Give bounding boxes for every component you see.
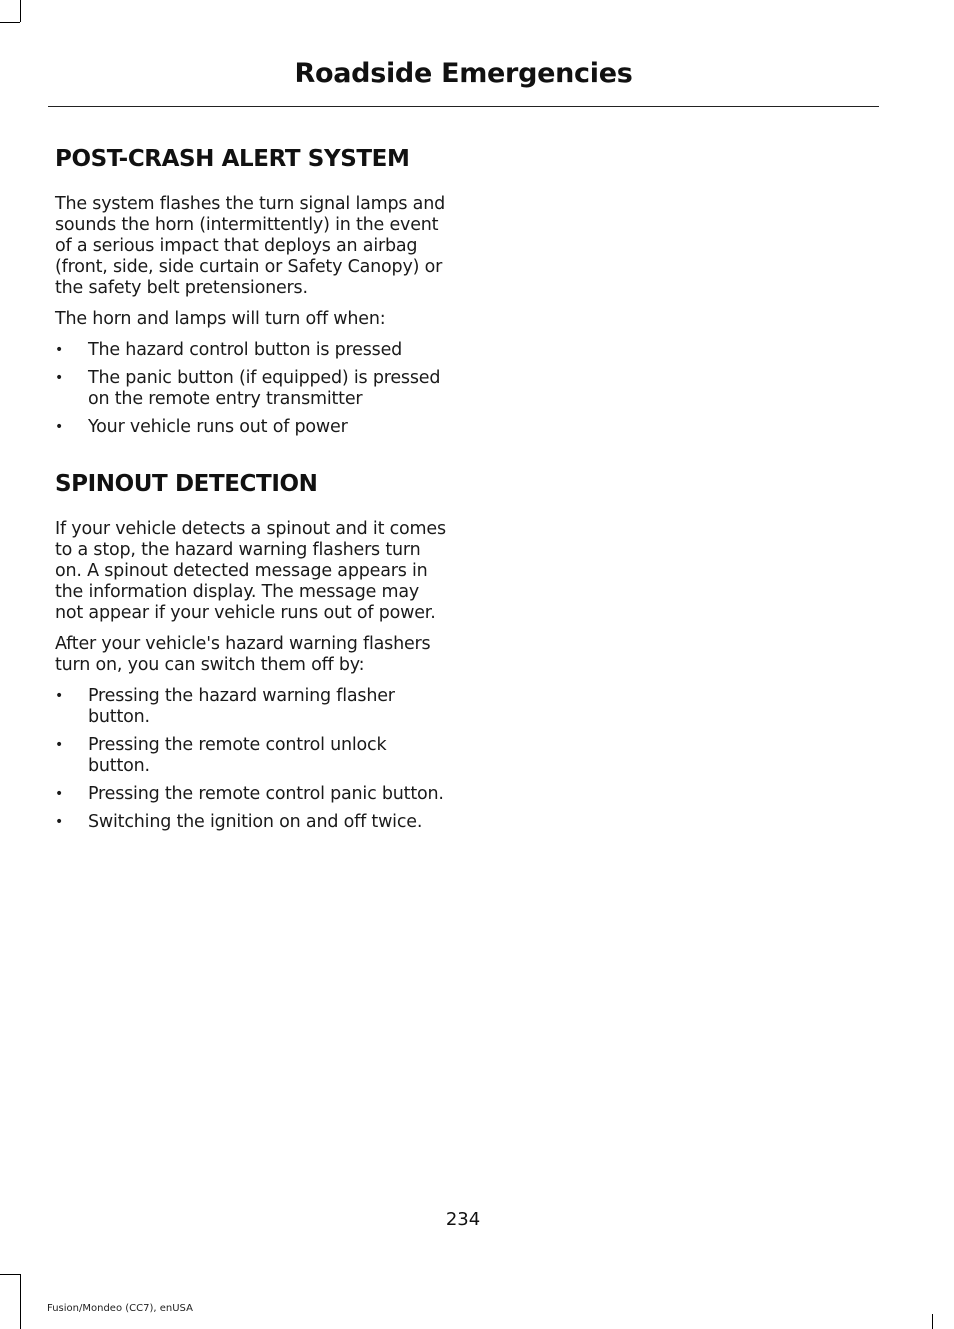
bullet-icon: • (55, 342, 64, 358)
paragraph: The horn and lamps will turn off when: (55, 309, 386, 329)
paragraph: If your vehicle detects a spinout and it comes to a stop, the hazard warning flashers turn on. A spinout detected message appears in the information display. The message may not appear if your vehicle runs out of power. (55, 519, 446, 623)
list-item-text: Switching the ignition on and off twice. (88, 812, 423, 832)
bullet-icon: • (55, 688, 64, 704)
list-item (55, 368, 450, 410)
section-post-crash-alert (55, 146, 450, 438)
bullet-icon: • (55, 814, 64, 830)
list-item-text: The hazard control button is pressed (88, 340, 403, 360)
document-id: Fusion/Mondeo (CC7), enUSA (47, 1303, 193, 1314)
crop-mark (20, 0, 21, 22)
crop-mark (0, 1274, 20, 1275)
section-spinout-detection (55, 471, 450, 833)
list-item-text: Your vehicle runs out of power (88, 417, 348, 437)
paragraph: The system flashes the turn signal lamps and sounds the horn (intermittently) in the event of a serious impact that deploys an airbag (front, side, side curtain or Safety Canopy) or the safety belt pretensioners. (55, 194, 445, 298)
list-item (55, 735, 450, 777)
bullet-icon: • (55, 419, 64, 435)
content-column (55, 146, 450, 840)
list-item (55, 812, 450, 833)
section-heading: SPINOUT DETECTION (55, 471, 318, 497)
list-item-text: Pressing the remote control panic button. (88, 784, 444, 804)
crop-mark (0, 22, 20, 23)
bullet-icon: • (55, 737, 64, 753)
list-item (55, 784, 450, 805)
header-divider (48, 106, 879, 107)
page-title: Roadside Emergencies (294, 58, 633, 89)
list-item-text: Pressing the remote control unlock button. (88, 735, 387, 776)
list-item-text: Pressing the hazard warning flasher button. (88, 686, 395, 727)
bullet-list (55, 686, 450, 833)
list-item (55, 417, 450, 438)
crop-mark (932, 1314, 933, 1329)
list-item (55, 340, 450, 361)
section-spacer (55, 445, 450, 471)
page-number: 234 (445, 1209, 481, 1230)
bullet-icon: • (55, 370, 64, 386)
section-heading: POST-CRASH ALERT SYSTEM (55, 146, 410, 172)
list-item (55, 686, 450, 728)
crop-mark (20, 1274, 21, 1329)
bullet-icon: • (55, 786, 64, 802)
list-item-text: The panic button (if equipped) is pressed on the remote entry transmitter (88, 368, 441, 409)
paragraph: After your vehicle's hazard warning flashers turn on, you can switch them off by: (55, 634, 431, 675)
bullet-list (55, 340, 450, 438)
